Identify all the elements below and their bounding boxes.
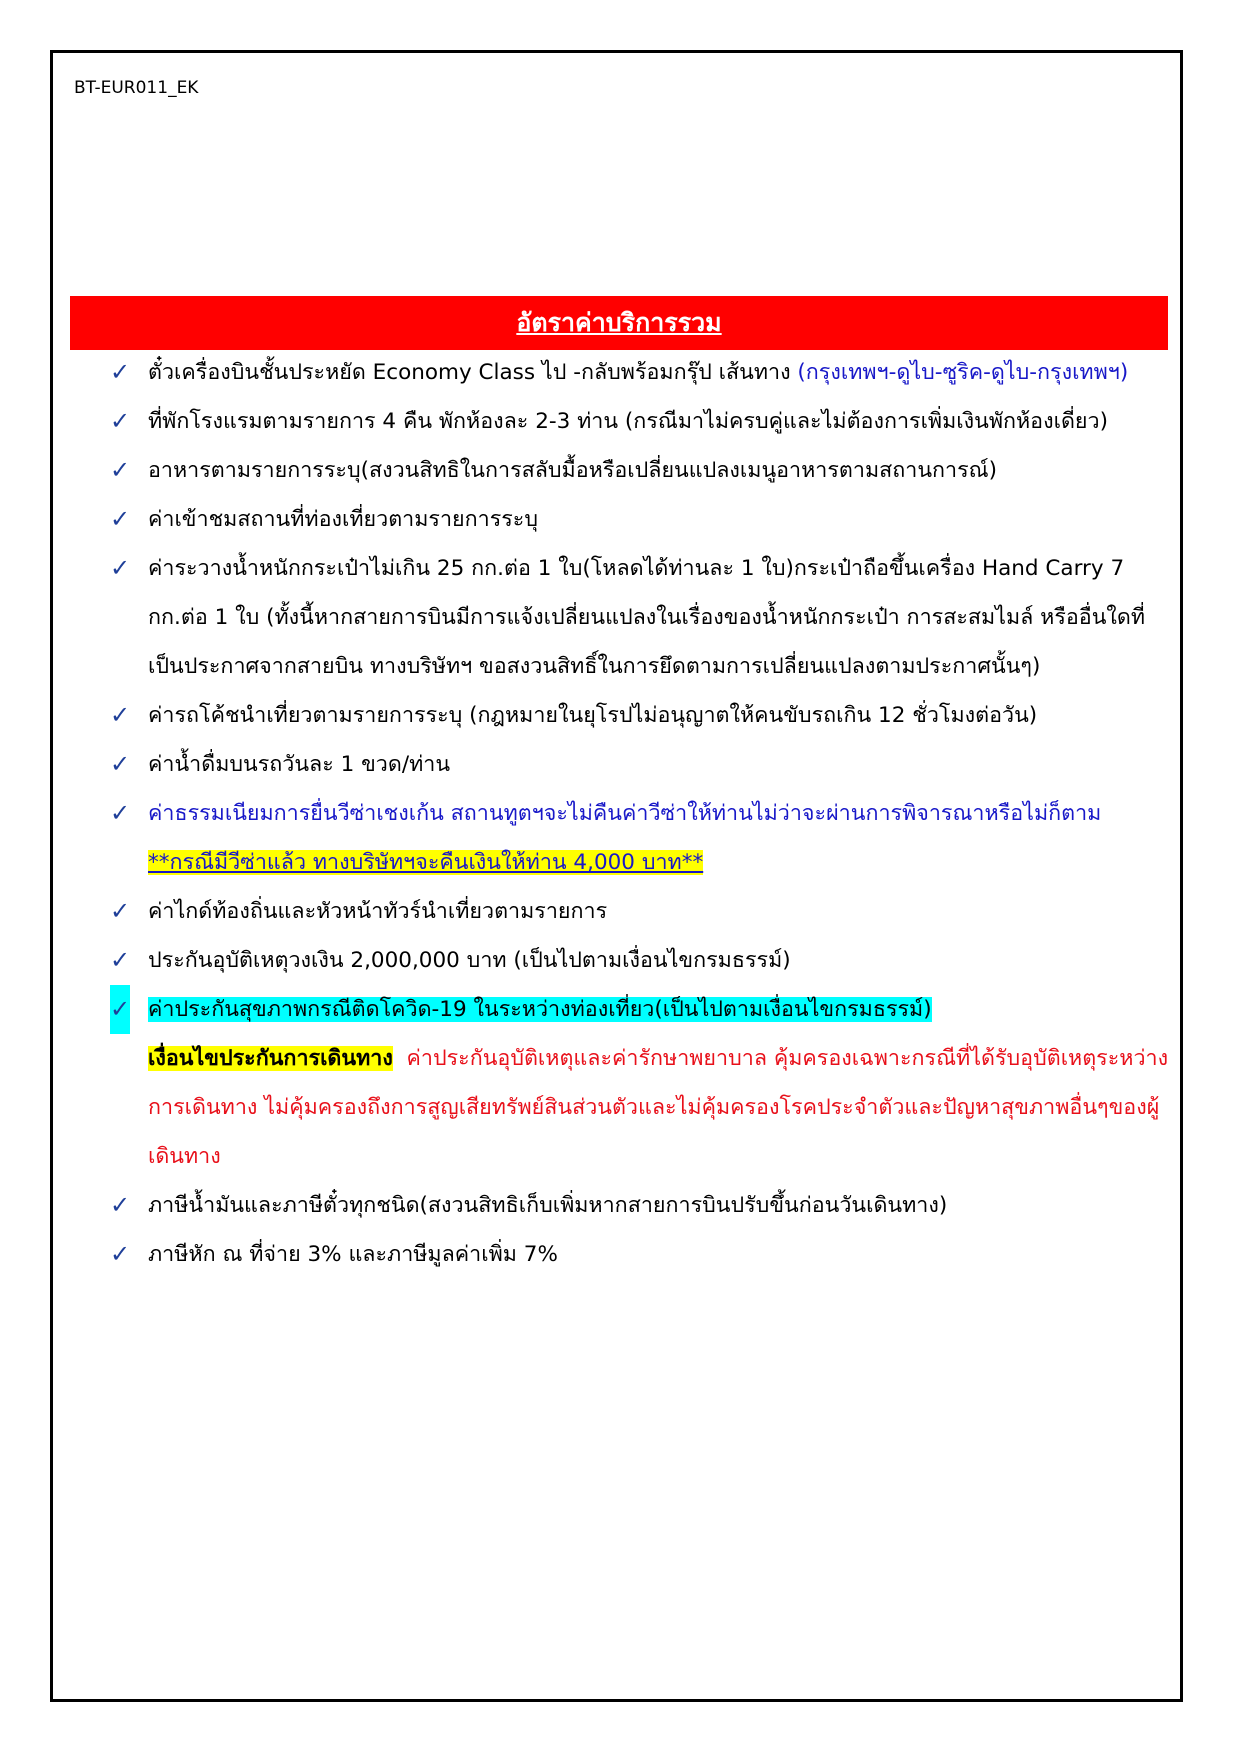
list-item bbox=[110, 1230, 1170, 1279]
list-item bbox=[110, 446, 1170, 495]
item-text: ค่าระวางน้ำหนักกระเป๋าไม่เกิน 25 กก.ต่อ 1 ใบ(โหลดได้ท่านละ 1 ใบ)กระเป๋าถือขึ้นเครื่อง Hand Carry 7 กก.ต่อ 1 ใบ (ทั้งนี้หากสายการบินมีการแจ้งเปลี่ยนแปลงในเรื่องของน้ำหนักกระเป๋า การสะสมไมล์ หรืออื่นใดที่เป็นประกาศจากสายบิน ทางบริษัทฯ ขอสงวนสิทธิ์ในการยึดตามการเปลี่ยนแปลงตามประกาศนั้นๆ) bbox=[148, 556, 1146, 679]
check-icon: ✓ bbox=[110, 554, 131, 582]
item-text: ตั๋วเครื่องบินชั้นประหยัด Economy Class ไป -กลับพร้อมกรุ๊ป เส้นทาง bbox=[148, 360, 798, 385]
list-item bbox=[110, 544, 1170, 691]
list-item bbox=[110, 936, 1170, 985]
check-icon: ✓ bbox=[110, 358, 131, 386]
route-text: (กรุงเทพฯ-ดูไบ-ซูริค-ดูไบ-กรุงเทพฯ) bbox=[797, 360, 1129, 385]
check-icon: ✓ bbox=[110, 750, 131, 778]
check-icon: ✓ bbox=[110, 897, 131, 925]
included-services-list bbox=[110, 348, 1170, 1279]
item-text: ประกันอุบัติเหตุวงเงิน 2,000,000 บาท (เป็นไปตามเงื่อนไขกรมธรรม์) bbox=[148, 948, 791, 973]
list-item bbox=[110, 348, 1170, 397]
item-text: ค่ารถโค้ชนำเที่ยวตามรายการระบุ (กฎหมายในยุโรปไม่อนุญาตให้คนขับรถเกิน 12 ชั่วโมงต่อวัน) bbox=[148, 703, 1038, 728]
insurance-condition-label: เงื่อนไขประกันการเดินทาง bbox=[148, 1046, 393, 1071]
item-text: ค่าไกด์ท้องถิ่นและหัวหน้าทัวร์นำเที่ยวตามรายการ bbox=[148, 899, 608, 924]
check-icon: ✓ bbox=[110, 985, 130, 1034]
item-text: ค่าประกันสุขภาพกรณีติดโควิด-19 ในระหว่างท่องเที่ยว(เป็นไปตามเงื่อนไขกรมธรรม์) bbox=[148, 997, 932, 1022]
item-text: ภาษีหัก ณ ที่จ่าย 3% และภาษีมูลค่าเพิ่ม 7% bbox=[148, 1242, 558, 1267]
check-icon: ✓ bbox=[110, 1191, 131, 1219]
check-icon: ✓ bbox=[110, 946, 131, 974]
list-item bbox=[110, 887, 1170, 936]
check-icon: ✓ bbox=[110, 505, 131, 533]
check-icon: ✓ bbox=[110, 407, 131, 435]
list-item bbox=[110, 397, 1170, 446]
section-title: อัตราค่าบริการรวม bbox=[516, 308, 722, 337]
document-code: BT-EUR011_EK bbox=[74, 78, 199, 98]
check-icon: ✓ bbox=[110, 701, 131, 729]
check-icon: ✓ bbox=[110, 456, 131, 484]
item-text: ภาษีน้ำมันและภาษีตั๋วทุกชนิด(สงวนสิทธิเก็บเพิ่มหากสายการบินปรับขึ้นก่อนวันเดินทาง) bbox=[148, 1193, 948, 1218]
list-item bbox=[110, 740, 1170, 789]
visa-refund-note: **กรณีมีวีซ่าแล้ว ทางบริษัทฯจะคืนเงินให้ท่าน 4,000 บาท** bbox=[148, 850, 704, 875]
insurance-condition-text: ค่าประกันอุบัติเหตุและค่ารักษาพยาบาล คุ้มครองเฉพาะกรณีที่ได้รับอุบัติเหตุระหว่างการเดินทาง ไม่คุ้มครองถึงการสูญเสียทรัพย์สินส่วนตัวและไม่คุ้มครองโรคประจำตัวและปัญหาสุขภาพอื่นๆของผู้เดินทาง bbox=[148, 1046, 1169, 1169]
item-text: ที่พักโรงแรมตามรายการ 4 คืน พักห้องละ 2-3 ท่าน (กรณีมาไม่ครบคู่และไม่ต้องการเพิ่มเงินพักห้องเดี่ยว) bbox=[148, 409, 1108, 434]
check-icon: ✓ bbox=[110, 1240, 131, 1268]
item-text: อาหารตามรายการระบุ(สงวนสิทธิในการสลับมื้อหรือเปลี่ยนแปลงเมนูอาหารตามสถานการณ์) bbox=[148, 458, 998, 483]
item-text: ค่าน้ำดื่มบนรถวันละ 1 ขวด/ท่าน bbox=[148, 752, 451, 777]
list-item bbox=[110, 985, 1170, 1181]
item-text: ค่าธรรมเนียมการยื่นวีซ่าเชงเก้น สถานทูตฯจะไม่คืนค่าวีซ่าให้ท่านไม่ว่าจะผ่านการพิจารณาหรือไม่ก็ตาม bbox=[148, 801, 1102, 826]
item-text: ค่าเข้าชมสถานที่ท่องเที่ยวตามรายการระบุ bbox=[148, 507, 539, 532]
list-item bbox=[110, 1181, 1170, 1230]
list-item bbox=[110, 789, 1170, 887]
section-header bbox=[70, 296, 1168, 350]
list-item bbox=[110, 691, 1170, 740]
check-icon: ✓ bbox=[110, 799, 131, 827]
list-item bbox=[110, 495, 1170, 544]
